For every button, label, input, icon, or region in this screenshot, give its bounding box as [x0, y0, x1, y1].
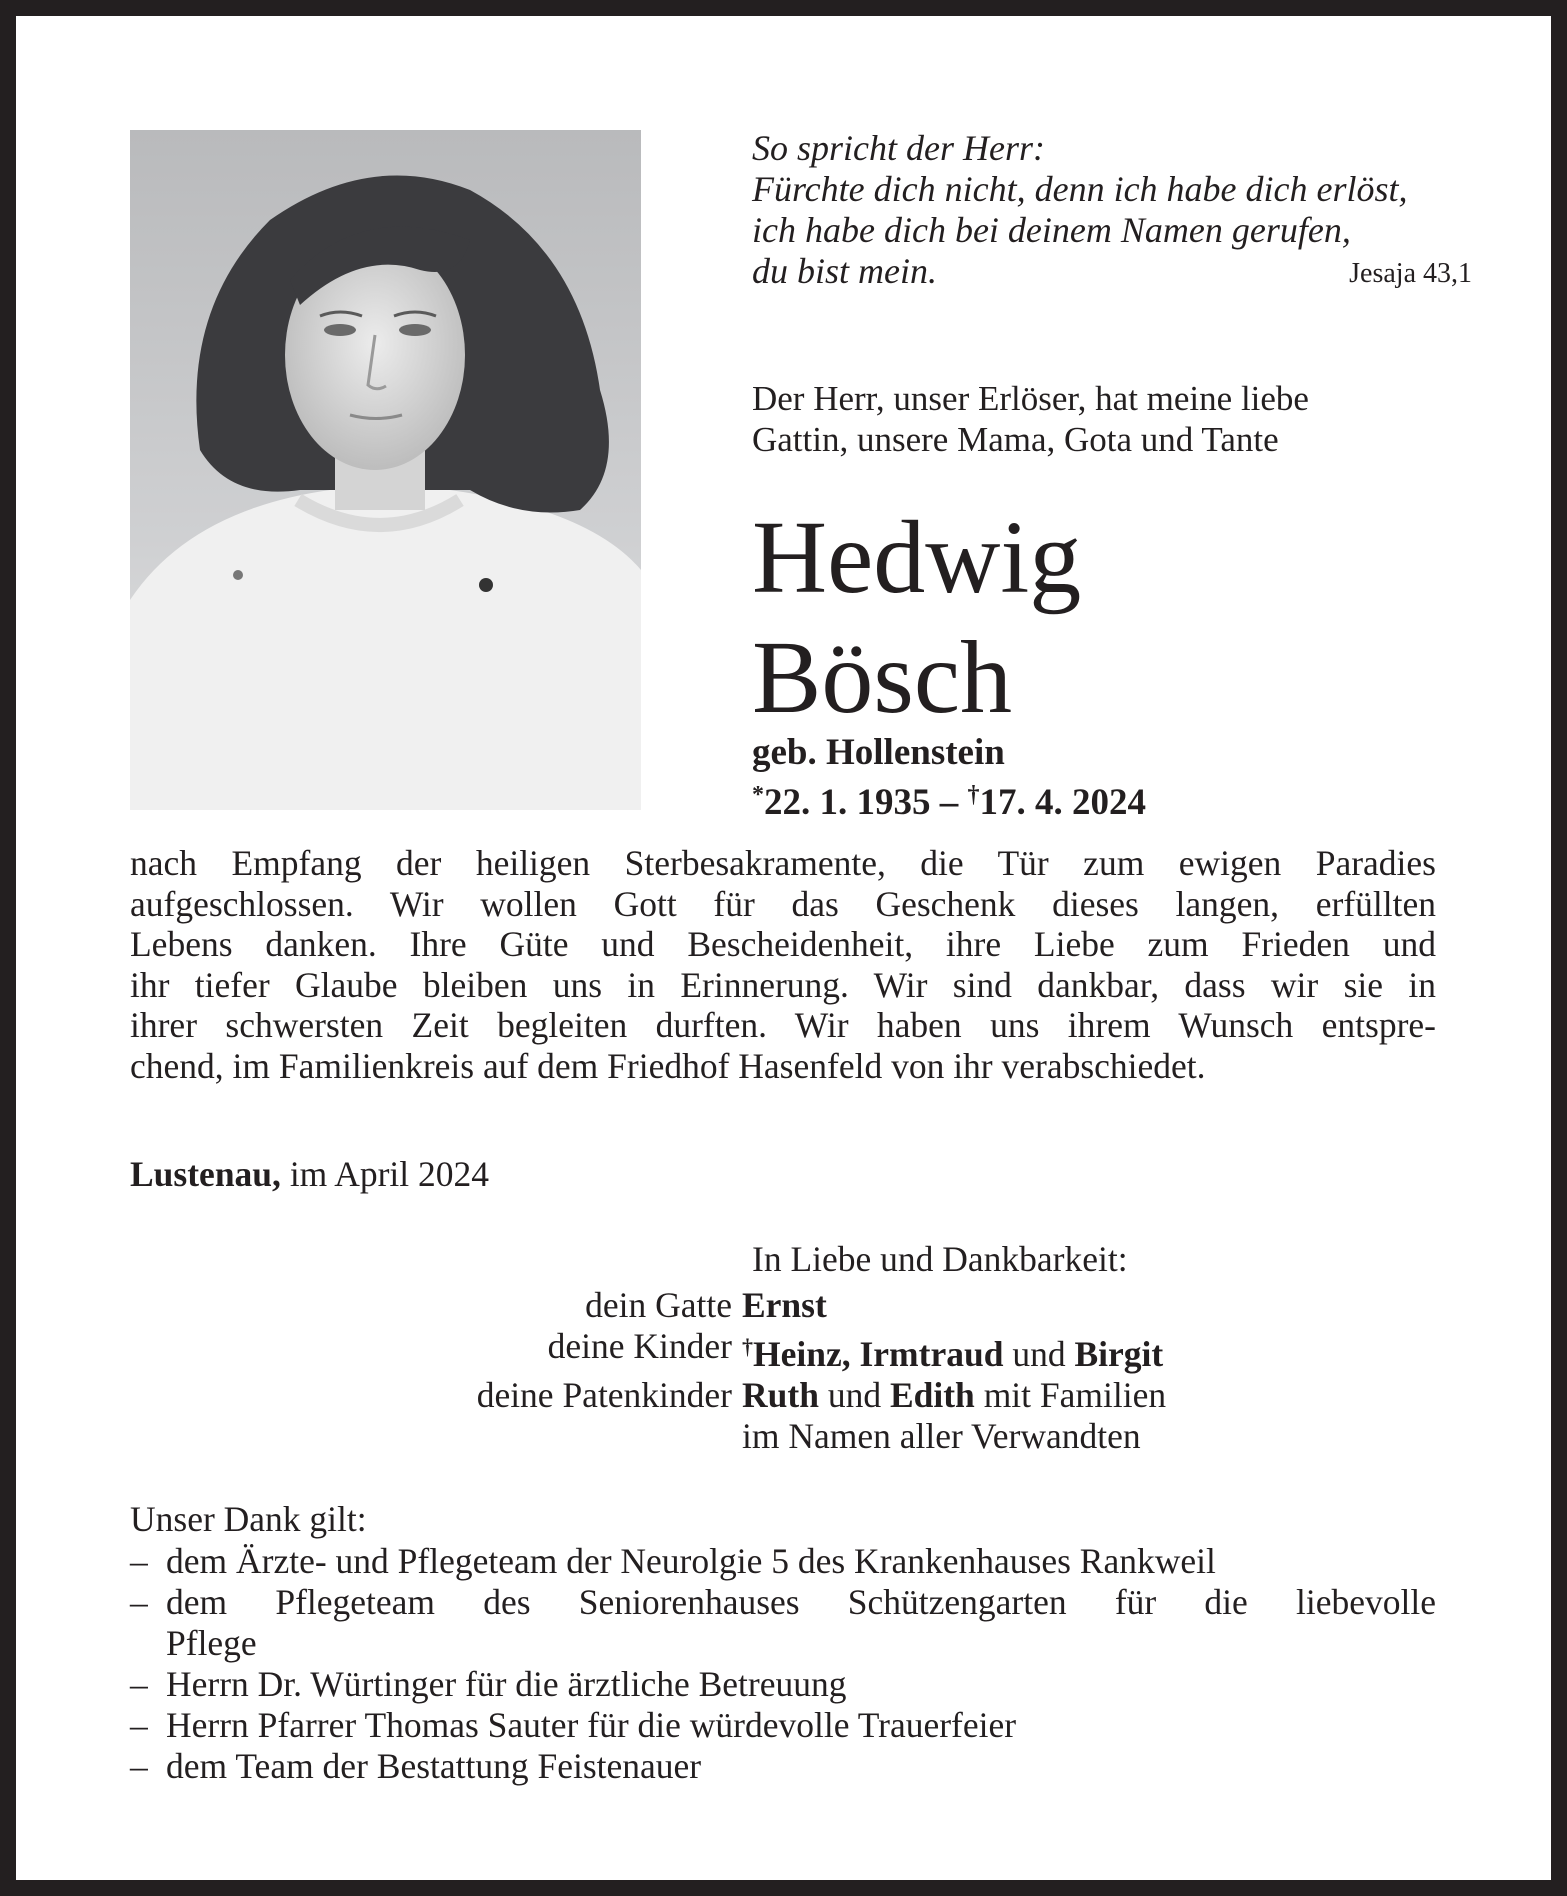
signature-names	[742, 1285, 827, 1326]
thanks-line: Herrn Dr. Würtinger für die ärztliche Betreuung	[166, 1664, 847, 1704]
thanks-line: dem Pflegeteam des Seniorenhauses Schützengarten für die liebevolle	[166, 1582, 1436, 1622]
birth-date: 22. 1. 1935	[764, 782, 931, 823]
thanks-list	[130, 1541, 1436, 1787]
place-month: im April 2024	[280, 1154, 490, 1194]
dash-bullet-icon: –	[130, 1582, 148, 1622]
body-line: ihr tiefer Glaube bleiben uns in Erinnerung. Wir sind dankbar, dass wir sie in	[130, 964, 1436, 1005]
body-line: aufgeschlossen. Wir wollen Gott für das Geschenk dieses langen, erfüllten	[130, 883, 1436, 924]
date-separator: –	[930, 782, 968, 823]
name-ernst: Ernst	[742, 1285, 827, 1325]
quote-line: du bist mein.	[752, 251, 937, 291]
last-name: Bösch	[752, 620, 1012, 735]
body-line: Lebens danken. Ihre Güte und Bescheidenheit, ihre Liebe zum Frieden und	[130, 924, 1436, 964]
dash-bullet-icon: –	[130, 1705, 148, 1745]
thanks-text	[166, 1664, 1436, 1705]
thanks-item	[130, 1541, 1436, 1582]
body-paragraph	[130, 843, 1436, 1086]
thanks-text	[166, 1705, 1436, 1746]
relatives-text: im Namen aller Verwandten	[742, 1416, 1141, 1456]
thanks-line: dem Ärzte- und Pflegeteam der Neurolgie 5 des Krankenhauses Rankweil	[166, 1541, 1216, 1581]
thanks-line: dem Team der Bestattung Feistenauer	[166, 1746, 702, 1786]
signature-row	[130, 1285, 1470, 1326]
signature-role: dein Gatte	[585, 1285, 732, 1325]
deceased-name	[752, 498, 1081, 738]
signature-names	[742, 1416, 1141, 1457]
thanks-text	[166, 1541, 1436, 1582]
names-heinz-irmtraud: Heinz, Irmtraud	[753, 1334, 1004, 1374]
signature-role: deine Patenkinder	[476, 1375, 732, 1415]
dash-bullet-icon: –	[130, 1746, 148, 1786]
body-line: nach Empfang der heiligen Sterbesakramente, die Tür zum ewigen Paradies	[130, 843, 1436, 883]
thanks-line: Pflege	[166, 1623, 257, 1663]
intro-line: Der Herr, unser Erlöser, hat meine liebe	[752, 379, 1309, 418]
death-cross-icon: †	[967, 782, 980, 808]
name-birgit: Birgit	[1074, 1334, 1164, 1374]
death-date: 17. 4. 2024	[979, 782, 1146, 823]
intro-text	[752, 378, 1472, 460]
sweater	[130, 490, 641, 810]
death-cross-icon: †	[742, 1334, 753, 1359]
first-name: Hedwig	[752, 500, 1082, 615]
body-line: ihrer schwersten Zeit begleiten durften. Wir haben uns ihrem Wunsch entspre-	[130, 1005, 1436, 1045]
sweater-detail	[233, 570, 243, 580]
thanks-text	[166, 1746, 1436, 1787]
thanks-item	[130, 1746, 1436, 1787]
signature-row	[130, 1326, 1470, 1375]
conjunction: und	[818, 1375, 890, 1415]
thanks-line: Herrn Pfarrer Thomas Sauter für die würdevolle Trauerfeier	[166, 1705, 1017, 1745]
thanks-item	[130, 1705, 1436, 1746]
signature-heading: In Liebe und Dankbarkeit:	[752, 1239, 1128, 1279]
families-text: mit Familien	[974, 1375, 1167, 1415]
thanks-item	[130, 1664, 1436, 1705]
bible-quote	[752, 128, 1472, 292]
thanks-text	[166, 1582, 1436, 1664]
intro-line: Gattin, unsere Mama, Gota und Tante	[752, 420, 1279, 459]
name-ruth: Ruth	[742, 1375, 819, 1415]
conjunction: und	[1003, 1334, 1075, 1374]
thanks-item	[130, 1582, 1436, 1664]
thanks-heading: Unser Dank gilt:	[130, 1499, 367, 1539]
signature-row	[130, 1375, 1470, 1416]
quote-line: So spricht der Herr:	[752, 128, 1045, 168]
signature-names	[742, 1375, 1166, 1416]
signature-role: deine Kinder	[547, 1326, 732, 1366]
sweater-detail	[479, 578, 493, 592]
quote-reference: Jesaja 43,1	[1349, 258, 1472, 289]
portrait-photo	[130, 130, 641, 810]
place-city: Lustenau,	[130, 1154, 281, 1194]
signature-row	[130, 1416, 1470, 1457]
name-edith: Edith	[889, 1375, 975, 1415]
signature-list	[130, 1285, 1470, 1457]
quote-line: Fürchte dich nicht, denn ich habe dich erlöst,	[752, 169, 1408, 209]
portrait-illustration	[130, 130, 641, 810]
signature-role	[130, 1416, 742, 1457]
dash-bullet-icon: –	[130, 1541, 148, 1581]
place-date	[130, 1153, 489, 1195]
life-dates	[752, 774, 1146, 824]
left-eye	[324, 324, 356, 336]
dash-bullet-icon: –	[130, 1664, 148, 1704]
signature-names	[742, 1326, 1163, 1375]
maiden-name: geb. Hollenstein	[752, 732, 1005, 773]
right-eye	[399, 324, 431, 336]
birth-star-icon: *	[752, 782, 764, 808]
quote-line: ich habe dich bei deinem Namen gerufen,	[752, 210, 1351, 250]
body-line: chend, im Familienkreis auf dem Friedhof Hasenfeld von ihr verabschiedet.	[130, 1045, 1206, 1086]
